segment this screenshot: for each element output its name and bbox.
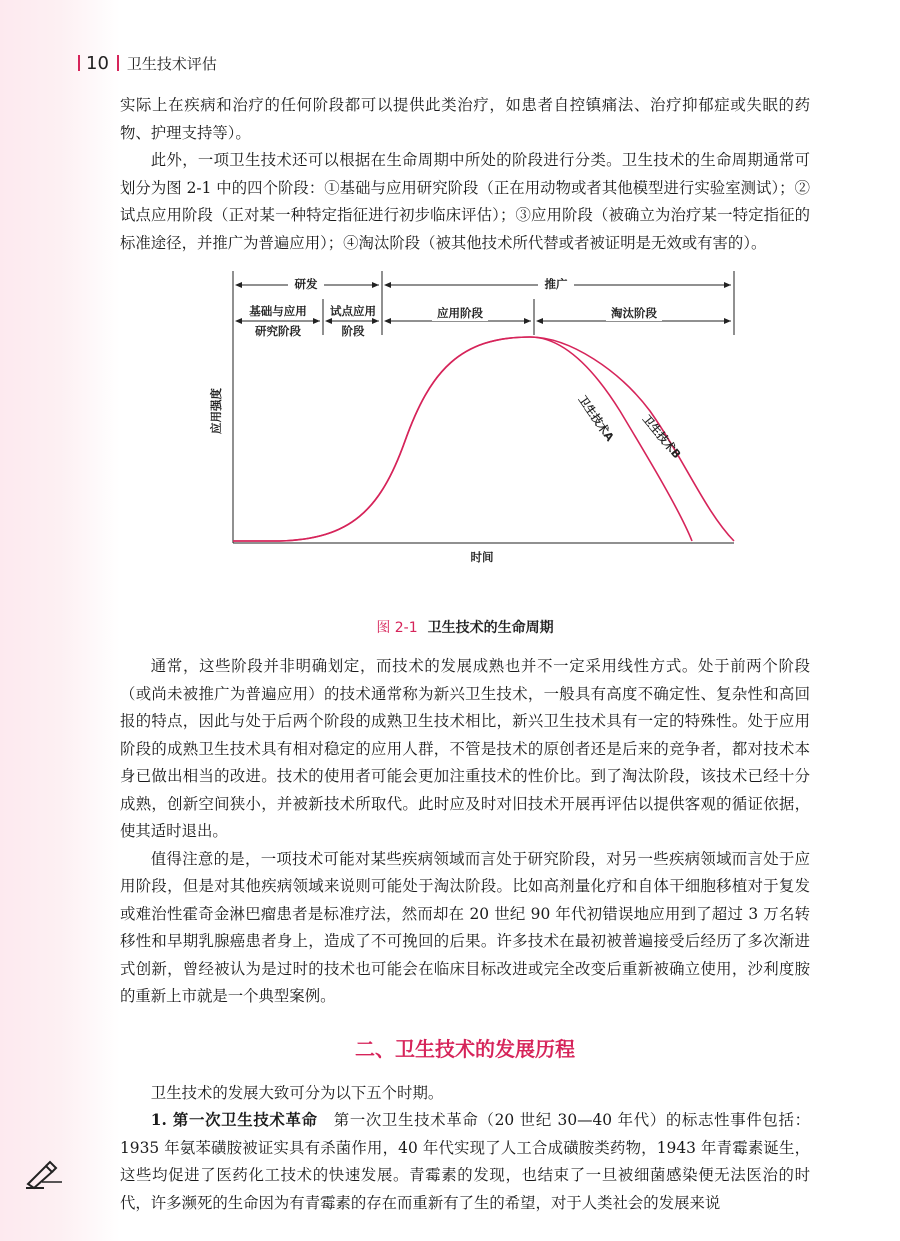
lifecycle-diagram — [120, 271, 810, 617]
label-stage4: 淘汰阶段 — [611, 306, 657, 320]
curve-tech-a — [233, 337, 692, 541]
page-body — [120, 92, 810, 1217]
header-bar-right — [117, 55, 119, 71]
paragraph-5: 卫生技术的发展大致可分为以下五个时期。 — [150, 1083, 444, 1102]
paragraph-6-body: 第一次卫生技术革命（20 世纪 30—40 年代）的标志性事件包括：1935 年氨苯磺胺被证实具有杀菌作用，40 年代实现了人工合成磺胺类药物，1943 年青霉素诞生，这些均促进了医药化工技术的快速发展。青霉素的发现，也结束了一旦被细菌感染便无法医治的时代，许多濒死的生命因为有青霉素的存在而重新有了生的希望，对于人类社会的发展来说 — [120, 1111, 810, 1212]
header-bar-left — [78, 55, 80, 71]
page-margin-band — [0, 0, 120, 1241]
label-stage1-line1: 基础与应用 — [249, 304, 307, 318]
curve-b-label: 卫生技术B — [639, 412, 684, 462]
figure-caption — [120, 617, 810, 637]
running-title: 卫生技术评估 — [126, 54, 217, 73]
paragraph-1: 实际上在疾病和治疗的任何阶段都可以提供此类治疗，如患者自控镇痛法、治疗抑郁症或失眠的药物、护理支持等）。 — [120, 96, 810, 142]
y-axis-label: 应用强度 — [209, 388, 223, 434]
paragraph-6 — [120, 1107, 810, 1217]
pen-icon — [24, 1160, 66, 1190]
label-research: 研发 — [294, 277, 318, 291]
curve-a-label: 卫生技术A — [575, 393, 617, 444]
paragraph-4: 值得注意的是，一项技术可能对某些疾病领域而言处于研究阶段，对另一些疾病领域而言处于应用阶段，但是对其他疾病领域来说则可能处于淘汰阶段。比如高剂量化疗和自体干细胞移植对于复发或难治性霍奇金淋巴瘤患者是标准疗法，然而却在 20 世纪 90 年代初错误地应用到了超过 3 万名转移性和早期乳腺癌患者身上，造成了不可挽回的后果。许多技术在最初被普遍接受后经历了多次渐进式创新，曾经被认为是过时的技术也可能会在临床目标改进或完全改变后重新被确立使用，沙利度胺的重新上市就是一个典型案例。 — [120, 849, 810, 1005]
label-promotion: 推广 — [544, 277, 568, 291]
caption-label: 图 2-1 — [376, 620, 418, 636]
label-stage2-line1: 试点应用 — [330, 304, 376, 318]
paragraph-3: 通常，这些阶段并非明确划定，而技术的发展成熟也并不一定采用线性方式。处于前两个阶段（或尚未被推广为普遍应用）的技术通常称为新兴卫生技术，一般具有高度不确定性、复杂性和高回报的特点，因此与处于后两个阶段的成熟卫生技术相比，新兴卫生技术具有一定的特殊性。处于应用阶段的成熟卫生技术具有相对稳定的应用人群，不管是技术的原创者还是后来的竞争者，都对技术本身已做出相当的改进。技术的使用者可能会更加注重技术的性价比。到了淘汰阶段，该技术已经十分成熟，创新空间狭小，并被新技术所取代。此时应及时对旧技术开展再评估以提供客观的循证依据，使其适时退出。 — [120, 657, 810, 840]
section-heading: 二、卫生技术的发展历程 — [355, 1036, 575, 1061]
page-number: 10 — [86, 52, 109, 74]
paragraph-6-lead: 1. 第一次卫生技术革命 — [150, 1111, 318, 1129]
lifecycle-figure — [120, 271, 810, 617]
label-stage3: 应用阶段 — [437, 306, 483, 320]
paragraph-2: 此外，一项卫生技术还可以根据在生命周期中所处的阶段进行分类。卫生技术的生命周期通常可划分为图 2-1 中的四个阶段：①基础与应用研究阶段（正在用动物或者其他模型进行实验室测试）；②试点应用阶段（正对某一种特定指征进行初步临床评估）；③应用阶段（被确立为治疗某一特定指征的标准途径，并推广为普遍应用）；④淘汰阶段（被其他技术所代替或者被证明是无效或有害的）。 — [120, 151, 810, 252]
label-stage2-line2: 阶段 — [341, 324, 365, 338]
running-header — [78, 52, 217, 74]
caption-text: 卫生技术的生命周期 — [427, 620, 554, 636]
label-stage1-line2: 研究阶段 — [255, 324, 301, 338]
x-axis-label: 时间 — [470, 550, 494, 564]
